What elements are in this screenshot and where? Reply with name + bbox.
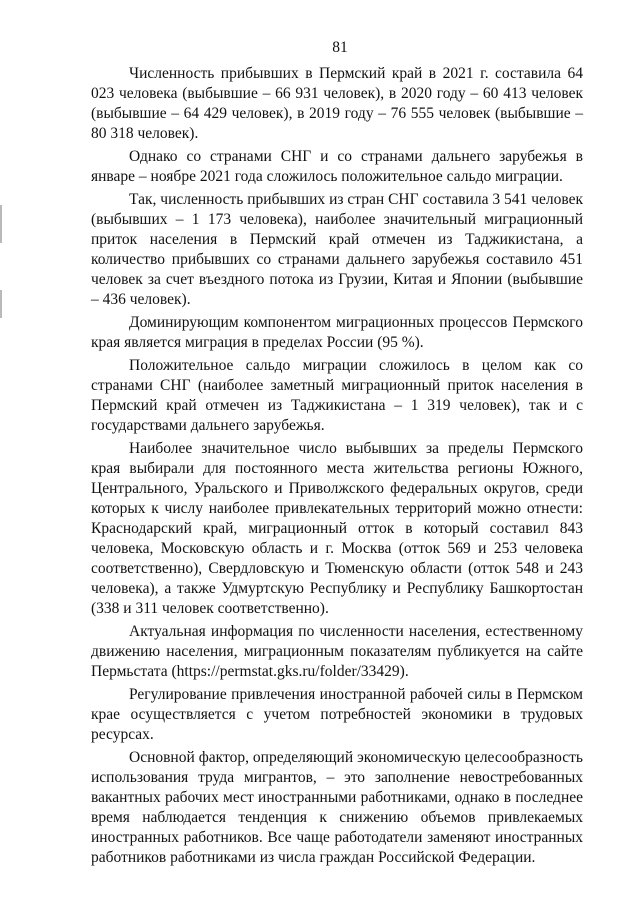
paragraph: Так, численность прибывших из стран СНГ составила 3 541 человек (выбывших – 1 173 человека), наиболее значительный миграционный приток населения в Пермский край отмечен из Таджикистана, а количество прибывших со странами дальнего зарубежья составило 451 человек за счет въездного потока из Грузии, Китая и Японии (выбывшие – 436 человек). bbox=[91, 191, 583, 308]
paragraph: Однако со странами СНГ и со странами дальнего зарубежья в январе – ноябре 2021 года сложилось положительное сальдо миграции. bbox=[91, 148, 583, 185]
paragraph: Доминирующим компонентом миграционных процессов Пермского края является миграция в пределах России (95 %). bbox=[91, 314, 583, 351]
paragraph: Регулирование привлечения иностранной рабочей силы в Пермском крае осуществляется с учетом потребностей экономики в трудовых ресурсах. bbox=[91, 686, 583, 743]
paragraph: Численность прибывших в Пермский край в 2021 г. составила 64 023 человека (выбывшие – 66 931 человек), в 2020 году – 60 413 человек (выбывшие – 64 429 человек), в 2019 году – 76 555 человек (выбывшие – 80 318 человек). bbox=[91, 65, 583, 142]
paragraph: Актуальная информация по численности населения, естественному движению населения, миграционным показателям публикуется на сайте Пермьстата (https://permstat.gks.ru/folder/33429). bbox=[91, 623, 583, 680]
document-page bbox=[91, 38, 583, 871]
scan-margin-mark bbox=[0, 290, 2, 318]
scan-margin-mark bbox=[0, 205, 2, 243]
paragraph: Положительное сальдо миграции сложилось в целом как со странами СНГ (наиболее заметный миграционный приток населения в Пермский край отмечен из Таджикистана – 1 319 человек), так и с государствами дальнего зарубежья. bbox=[91, 357, 583, 434]
page-number: 81 bbox=[332, 39, 348, 56]
paragraph: Основной фактор, определяющий экономическую целесообразность использования труда мигрантов, – это заполнение невостребованных вакантных рабочих мест иностранными работниками, однако в последнее время наблюдается тенденция к снижению объемов привлекаемых иностранных работников. Все чаще работодатели заменяют иностранных работников работниками из числа граждан Российской Федерации. bbox=[91, 749, 583, 866]
paragraph: Наиболее значительное число выбывших за пределы Пермского края выбирали для постоянного места жительства регионы Южного, Центрального, Уральского и Приволжского федеральных округов, среди которых к числу наиболее привлекательных территорий можно отнести: Краснодарский край, миграционный отток в который составил 843 человека, Московскую область и г. Москва (отток 569 и 253 человека соответственно), Свердловскую и Тюменскую области (отток 548 и 243 человека), а также Удмуртскую Республику и Республику Башкортостан (338 и 311 человек соответственно). bbox=[91, 440, 583, 617]
